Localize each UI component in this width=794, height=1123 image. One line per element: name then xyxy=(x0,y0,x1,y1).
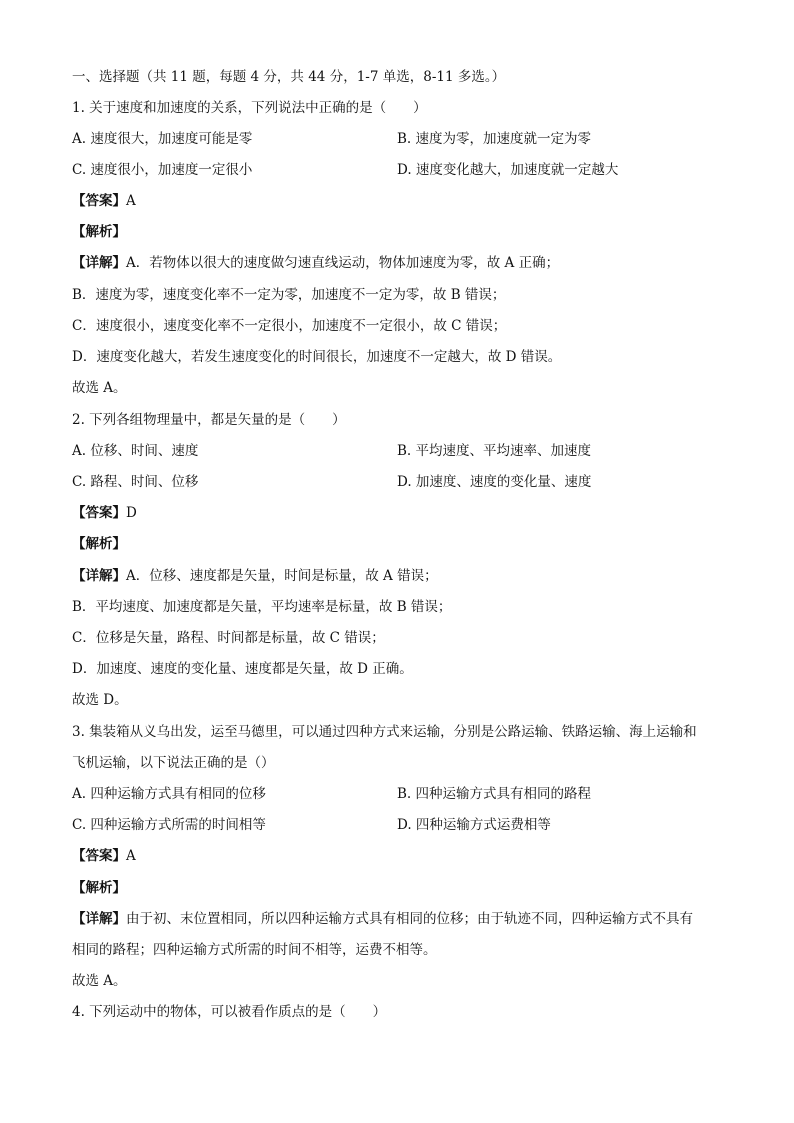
question-3-answer xyxy=(72,847,136,865)
question-2-detail-4: D．加速度、速度的变化量、速度都是矢量，故 D 正确。 xyxy=(72,661,413,677)
option-d: D. 四种运输方式运费相等 xyxy=(397,817,551,833)
question-3-conclusion: 故选 A。 xyxy=(72,973,127,989)
question-1-detail-1 xyxy=(72,254,559,272)
answer-value: A xyxy=(126,193,136,209)
option-c: C. 路程、时间、位移 xyxy=(72,474,199,490)
question-2-detail-3: C．位移是矢量，路程、时间都是标量，故 C 错误； xyxy=(72,630,385,646)
question-1-conclusion: 故选 A。 xyxy=(72,380,127,396)
question-2-conclusion: 故选 D。 xyxy=(72,692,128,708)
option-c: C. 速度很小，加速度一定很小 xyxy=(72,162,253,178)
question-3-stem-line-1: 3. 集装箱从义乌出发，运至马德里，可以通过四种方式来运输，分别是公路运输、铁路运输、海上运输和 xyxy=(72,724,697,740)
question-1-analysis-tag: 【解析】 xyxy=(72,224,126,240)
question-2-detail-2: B．平均速度、加速度都是矢量，平均速率是标量，故 B 错误； xyxy=(72,599,452,615)
option-b: B. 平均速度、平均速率、加速度 xyxy=(397,443,592,459)
detail-tag: 【详解】 xyxy=(72,255,126,271)
question-1-answer xyxy=(72,192,136,210)
question-1-stem: 1. 关于速度和加速度的关系，下列说法中正确的是（ ） xyxy=(72,100,427,116)
question-3-analysis-tag: 【解析】 xyxy=(72,880,126,896)
question-2-answer xyxy=(72,504,137,522)
question-4-stem: 4. 下列运动中的物体，可以被看作质点的是（ ） xyxy=(72,1004,387,1020)
option-c: C. 四种运输方式所需的时间相等 xyxy=(72,817,266,833)
option-a: A. 位移、时间、速度 xyxy=(72,443,199,459)
question-2-analysis-tag: 【解析】 xyxy=(72,536,126,552)
option-a: A. 速度很大，加速度可能是零 xyxy=(72,131,253,147)
detail-tag: 【详解】 xyxy=(72,911,126,927)
answer-tag: 【答案】 xyxy=(72,848,126,864)
option-a: A. 四种运输方式具有相同的位移 xyxy=(72,786,266,802)
option-d: D. 速度变化越大，加速度就一定越大 xyxy=(397,162,619,178)
option-b: B. 四种运输方式具有相同的路程 xyxy=(397,786,592,802)
detail-tag: 【详解】 xyxy=(72,568,126,584)
option-d: D. 加速度、速度的变化量、速度 xyxy=(397,474,592,490)
question-1-detail-2: B．速度为零，速度变化率不一定为零，加速度不一定为零，故 B 错误； xyxy=(72,287,506,303)
detail-text: A．若物体以很大的速度做匀速直线运动，物体加速度为零，故 A 正确； xyxy=(126,255,560,271)
option-b: B. 速度为零，加速度就一定为零 xyxy=(397,131,592,147)
question-3-stem-line-2: 飞机运输，以下说法正确的是（） xyxy=(72,755,275,771)
question-3-detail-1 xyxy=(72,910,693,928)
detail-text: A．位移、速度都是矢量，时间是标量，故 A 错误； xyxy=(126,568,438,584)
question-3-detail-2: 相同的路程；四种运输方式所需的时间不相等，运费不相等。 xyxy=(72,942,437,958)
question-2-stem: 2. 下列各组物理量中，都是矢量的是（ ） xyxy=(72,412,346,428)
answer-value: D xyxy=(126,505,137,521)
answer-tag: 【答案】 xyxy=(72,193,126,209)
question-1-detail-4: D．速度变化越大，若发生速度变化的时间很长，加速度不一定越大，故 D 错误。 xyxy=(72,349,562,365)
section-header: 一、选择题（共 11 题，每题 4 分，共 44 分，1-7 单选，8-11 多选。） xyxy=(72,69,506,85)
detail-text: 由于初、末位置相同，所以四种运输方式具有相同的位移；由于轨迹不同，四种运输方式不具有 xyxy=(126,911,693,927)
question-1-detail-3: C．速度很小，速度变化率不一定很小，加速度不一定很小，故 C 错误； xyxy=(72,318,507,334)
question-2-detail-1 xyxy=(72,567,438,585)
answer-tag: 【答案】 xyxy=(72,505,126,521)
answer-value: A xyxy=(126,848,136,864)
